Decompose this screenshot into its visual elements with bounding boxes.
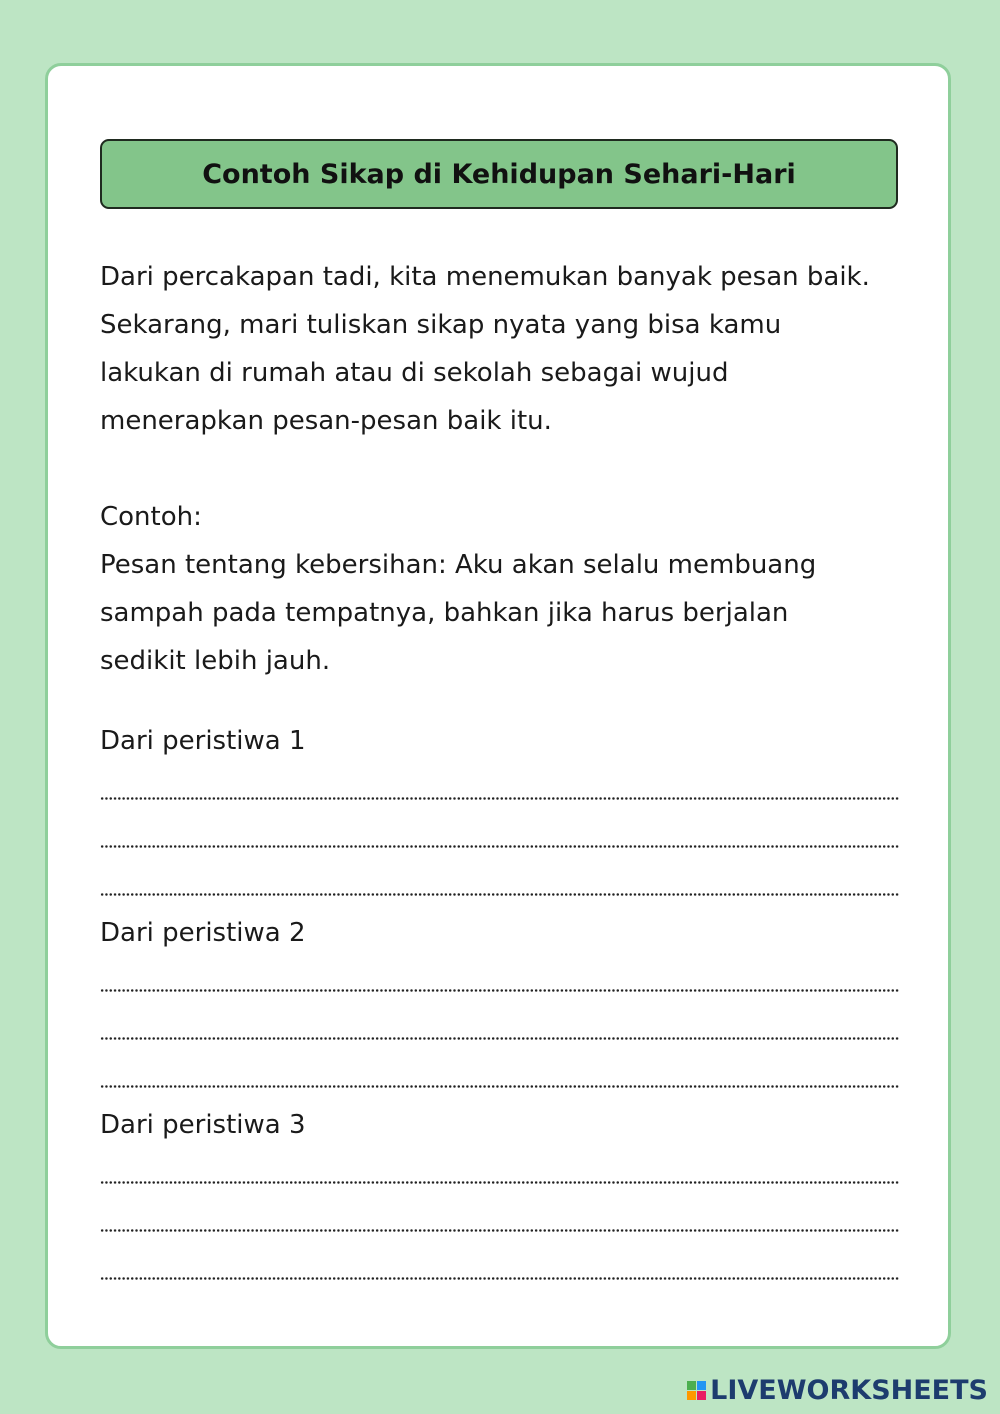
logo-square	[697, 1381, 706, 1390]
intro-line: lakukan di rumah atau di sekolah sebagai wujud	[100, 358, 729, 388]
section-label: Dari peristiwa 2	[100, 918, 306, 948]
answer-line[interactable]	[100, 1197, 900, 1245]
example-line: Pesan tentang kebersihan: Aku akan selalu membuang	[100, 550, 817, 580]
section-label: Dari peristiwa 1	[100, 726, 306, 756]
worksheet-body	[45, 63, 951, 1349]
brand-name: LIVEWORKSHEETS	[710, 1375, 988, 1406]
worksheet-content	[100, 253, 900, 1293]
section-peristiwa-1	[100, 717, 900, 909]
example-line: sampah pada tempatnya, bahkan jika harus berjalan	[100, 598, 789, 628]
section-peristiwa-2	[100, 909, 900, 1101]
logo-square	[697, 1391, 706, 1400]
spacer	[100, 685, 900, 717]
section-peristiwa-3	[100, 1101, 900, 1293]
section-label: Dari peristiwa 3	[100, 1110, 306, 1140]
answer-line[interactable]	[100, 1053, 900, 1101]
answer-line[interactable]	[100, 1149, 900, 1197]
liveworksheets-logo-icon	[687, 1381, 706, 1400]
worksheet-title: Contoh Sikap di Kehidupan Sehari-Hari	[202, 158, 796, 190]
answer-line[interactable]	[100, 957, 900, 1005]
answer-line[interactable]	[100, 861, 900, 909]
answer-line[interactable]	[100, 1005, 900, 1053]
liveworksheets-brand[interactable]	[687, 1375, 988, 1406]
example-line: sedikit lebih jauh.	[100, 646, 331, 676]
example-paragraph	[100, 493, 900, 685]
intro-line: Sekarang, mari tuliskan sikap nyata yang bisa kamu	[100, 310, 782, 340]
intro-line: Dari percakapan tadi, kita menemukan banyak pesan baik.	[100, 262, 870, 292]
answer-line[interactable]	[100, 1245, 900, 1293]
intro-line: menerapkan pesan-pesan baik itu.	[100, 406, 552, 436]
spacer	[100, 445, 900, 493]
example-label: Contoh:	[100, 502, 202, 532]
intro-paragraph	[100, 253, 900, 445]
title-banner	[100, 139, 898, 209]
answer-line[interactable]	[100, 813, 900, 861]
logo-square	[687, 1381, 696, 1390]
logo-square	[687, 1391, 696, 1400]
answer-line[interactable]	[100, 765, 900, 813]
